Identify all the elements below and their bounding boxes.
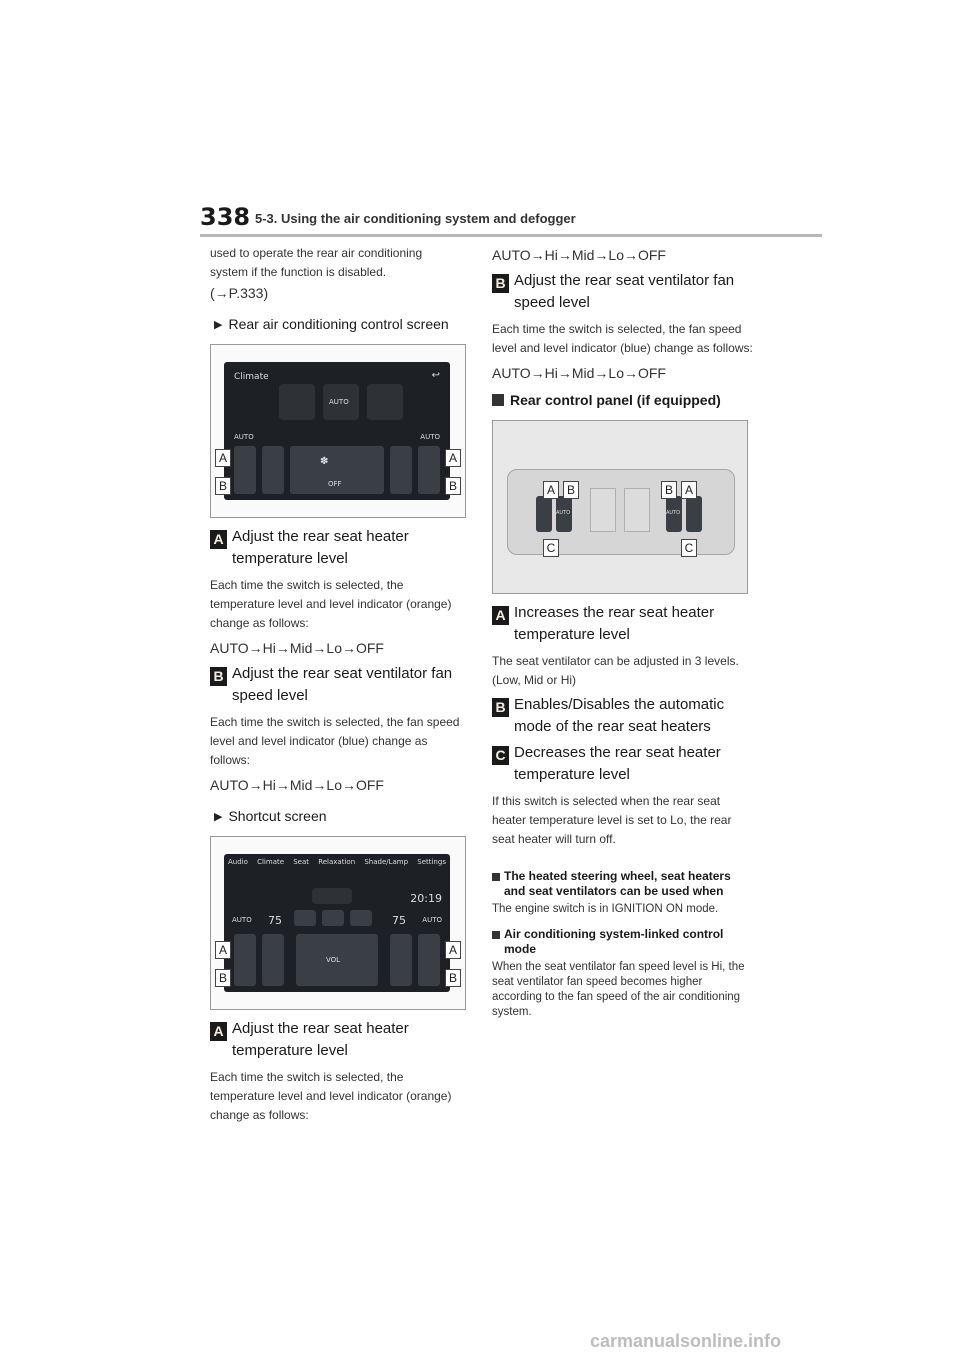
- intro-ref: (→P.333): [210, 285, 269, 301]
- callout-a-left: A: [543, 481, 559, 499]
- temp-right: 75: [392, 914, 406, 927]
- callout-b-right: B: [445, 969, 461, 987]
- auto-left-label: AUTO: [234, 433, 254, 441]
- shortcut-button-3[interactable]: [350, 910, 372, 926]
- tab-seat[interactable]: Seat: [293, 858, 310, 866]
- seat-heater-right-button[interactable]: [418, 446, 440, 494]
- seat-right-tile[interactable]: [367, 384, 403, 420]
- intro-text: used to operate the rear air conditioning system if the function is disabled.: [210, 246, 423, 279]
- auto-center-tile[interactable]: [323, 384, 359, 420]
- triangle-icon: ▶: [214, 810, 223, 823]
- callout-a-right: A: [445, 449, 461, 467]
- item-a3-title: Increases the rear seat heater temperature level: [514, 604, 715, 643]
- temp-left-stepper[interactable]: [262, 934, 284, 986]
- item-a2-body: Each time the switch is selected, the temperature level and level indicator (orange) change as follows:: [210, 1070, 452, 1122]
- auto-right-label: AUTO: [666, 510, 681, 516]
- shortcut-tab-bar: [228, 858, 446, 880]
- item-a1-title: Adjust the rear seat heater temperature level: [232, 528, 409, 567]
- right-column: [492, 244, 754, 1020]
- item-b3: [492, 694, 754, 738]
- item-a3: [492, 602, 754, 646]
- seat-heater-right-button[interactable]: [418, 934, 440, 986]
- rear-ac-screen-figure: [210, 344, 466, 518]
- callout-a-left: A: [215, 941, 231, 959]
- top-sequence: AUTO→Hi→Mid→Lo→OFF: [492, 247, 666, 263]
- tab-shade-lamp[interactable]: Shade/Lamp: [364, 858, 409, 866]
- shortcut-display: [224, 854, 450, 992]
- shortcut-button-2[interactable]: [322, 910, 344, 926]
- panel-blank-right: [624, 488, 650, 532]
- item-a3-body: The seat ventilator can be adjusted in 3 levels. (Low, Mid or Hi): [492, 654, 739, 687]
- item-b2-title: Adjust the rear seat ventilator fan speed level: [514, 272, 735, 311]
- expand-button[interactable]: [312, 888, 352, 904]
- temp-right-stepper[interactable]: [390, 446, 412, 494]
- square-bullet-icon: [492, 873, 500, 881]
- fan-icon: ✽: [320, 456, 329, 467]
- item-b2-sequence: AUTO→Hi→Mid→Lo→OFF: [492, 365, 666, 381]
- vol-label: VOL: [326, 956, 341, 964]
- off-label: OFF: [328, 480, 342, 488]
- shortcut-heading-text: Shortcut screen: [228, 808, 327, 824]
- item-a2-title: Adjust the rear seat heater temperature level: [232, 1020, 409, 1059]
- rear-panel-heading-text: Rear control panel (if equipped): [510, 392, 721, 408]
- auto-left-switch[interactable]: [556, 496, 572, 532]
- callout-b-right: B: [661, 481, 677, 499]
- shortcut-heading: [210, 808, 468, 824]
- seat-heater-left-button[interactable]: [234, 934, 256, 986]
- callout-b-left: B: [563, 481, 579, 499]
- auto-left-label: AUTO: [556, 510, 571, 516]
- item-c3-body: If this switch is selected when the rear seat heater temperature level is set to Lo, the rear seat heater will turn off.: [492, 794, 732, 846]
- watermark: carmanualsonline.info: [590, 1331, 782, 1351]
- note-1-heading: [492, 869, 754, 899]
- tab-relaxation[interactable]: Relaxation: [318, 858, 356, 866]
- item-b3-title: Enables/Disables the automatic mode of the rear seat heaters: [514, 696, 725, 735]
- badge-b: B: [492, 698, 509, 717]
- page-header: [200, 203, 822, 237]
- section-title: 5-3. Using the air conditioning system and defogger: [255, 211, 576, 226]
- item-b2: [492, 270, 754, 314]
- callout-c-right: C: [681, 539, 697, 557]
- rear-ac-screen-heading: [210, 316, 468, 332]
- callout-a-left: A: [215, 449, 231, 467]
- seat-heater-left-switch[interactable]: [536, 496, 552, 532]
- temp-right-stepper[interactable]: [390, 934, 412, 986]
- rear-ac-screen-heading-text: Rear air conditioning control screen: [228, 316, 449, 332]
- rear-panel: [507, 469, 735, 555]
- rear-panel-heading: [492, 392, 754, 408]
- rear-ac-display: [224, 362, 450, 500]
- screen-title: Climate: [234, 372, 269, 382]
- triangle-icon: ▶: [214, 318, 223, 331]
- auto-right-label: AUTO: [420, 433, 440, 441]
- note-2-body: When the seat ventilator fan speed level is Hi, the seat ventilator fan speed becomes higher according to the fan speed of the air conditioning system.: [492, 961, 745, 1018]
- callout-a-right: A: [681, 481, 697, 499]
- item-c3: [492, 742, 754, 786]
- badge-a: A: [492, 606, 509, 625]
- tab-audio[interactable]: Audio: [228, 858, 248, 866]
- seat-heater-right-switch[interactable]: [686, 496, 702, 532]
- note-1: [492, 869, 754, 917]
- badge-b: B: [210, 667, 227, 686]
- item-a1-body: Each time the switch is selected, the temperature level and level indicator (orange) change as follows:: [210, 578, 452, 630]
- auto-left-label: AUTO: [232, 916, 252, 924]
- item-b1-title: Adjust the rear seat ventilator fan speed level: [232, 665, 453, 704]
- callout-b-left: B: [215, 477, 231, 495]
- seat-left-tile[interactable]: [279, 384, 315, 420]
- callout-c-left: C: [543, 539, 559, 557]
- left-column: [210, 244, 468, 1125]
- badge-c: C: [492, 746, 509, 765]
- badge-a: A: [210, 530, 227, 549]
- item-b2-body: Each time the switch is selected, the fan speed level and level indicator (blue) change as follows:: [492, 322, 753, 355]
- item-a1-sequence: AUTO→Hi→Mid→Lo→OFF: [210, 640, 384, 656]
- note-2-title: Air conditioning system-linked control mode: [504, 927, 724, 956]
- square-bullet-icon: [492, 394, 504, 406]
- badge-a: A: [210, 1022, 227, 1041]
- temp-left: 75: [268, 914, 282, 927]
- callout-b-left: B: [215, 969, 231, 987]
- shortcut-screen-figure: [210, 836, 466, 1010]
- callout-b-right: B: [445, 477, 461, 495]
- note-1-title: The heated steering wheel, seat heaters and seat ventilators can be used when: [504, 869, 731, 898]
- note-1-body: The engine switch is in IGNITION ON mode.: [492, 903, 719, 915]
- badge-b: B: [492, 274, 509, 293]
- seat-heater-left-button[interactable]: [234, 446, 256, 494]
- temp-left-stepper[interactable]: [262, 446, 284, 494]
- page-number: 338: [200, 203, 251, 231]
- fan-control[interactable]: [290, 446, 384, 494]
- panel-blank-left: [590, 488, 616, 532]
- item-a1: [210, 526, 468, 570]
- item-c3-title: Decreases the rear seat heater temperature level: [514, 744, 721, 783]
- shortcut-button-1[interactable]: [294, 910, 316, 926]
- back-icon: ↩: [431, 370, 440, 381]
- tab-settings[interactable]: Settings: [417, 858, 446, 866]
- auto-right-label: AUTO: [422, 916, 442, 924]
- tab-climate[interactable]: Climate: [257, 858, 285, 866]
- auto-right-switch[interactable]: [666, 496, 682, 532]
- item-b1-body: Each time the switch is selected, the fan speed level and level indicator (blue) change as follows:: [210, 715, 460, 767]
- item-a2: [210, 1018, 468, 1062]
- callout-a-right: A: [445, 941, 461, 959]
- rear-panel-figure: [492, 420, 748, 594]
- square-bullet-icon: [492, 931, 500, 939]
- clock: 20:19: [410, 892, 442, 905]
- note-2: [492, 927, 754, 1020]
- item-b1: [210, 663, 468, 707]
- note-2-heading: [492, 927, 754, 957]
- volume-control[interactable]: [296, 934, 378, 986]
- item-b1-sequence: AUTO→Hi→Mid→Lo→OFF: [210, 777, 384, 793]
- auto-center-label: AUTO: [329, 398, 349, 406]
